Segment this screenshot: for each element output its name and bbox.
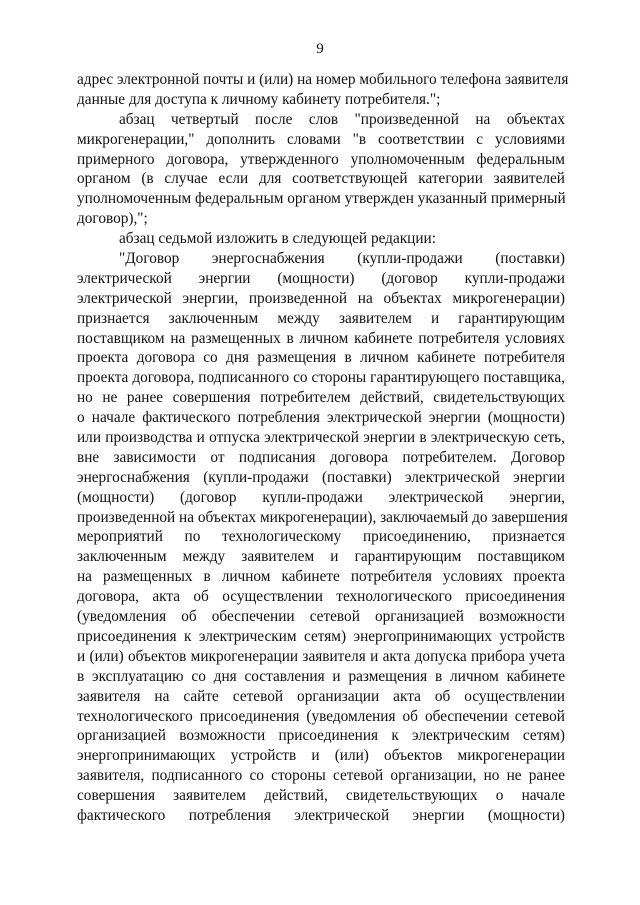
text-line: и (или) объектов микрогенерации заявителя и акта допуска прибора учета [77, 647, 565, 665]
text-line: органом (в случае если для соответствующей категории заявителей [77, 170, 565, 188]
text-line: вне зависимости от подписания договора потребителем. Договор [77, 448, 565, 466]
text-line: электрической энергии (мощности) (договор купли-продажи [77, 269, 565, 287]
text-line: заявителя, подписанного со стороны сетевой организации, но не ранее [77, 767, 565, 785]
text-line: на размещенных в личном кабинете потребителя условиях проекта [77, 568, 565, 586]
text-line: или производства и отпуска электрической энергии в электрическую сеть, [77, 429, 565, 447]
text-line: признается заключенным между заявителем и гарантирующим [77, 309, 565, 327]
text-line: проекта договора, подписанного со стороны гарантирующего поставщика, [77, 369, 565, 387]
text-line: абзац седьмой изложить в следующей редакции: [119, 230, 436, 248]
text-line: (мощности) (договор купли-продажи электрической энергии, [77, 488, 565, 506]
text-line: энергоснабжения (купли-продажи (поставки) электрической энергии [77, 468, 565, 486]
text-line: произведенной на объектах микрогенерации), заключаемый до завершения [77, 508, 568, 526]
text-line: фактического потребления электрической энергии (мощности) [77, 806, 565, 824]
text-line: в эксплуатацию со дня составления и размещения в личном кабинете [77, 667, 565, 685]
text-line: "Договор энергоснабжения (купли-продажи (поставки) [119, 250, 565, 268]
document-body [77, 70, 569, 826]
text-line: договора, акта об осуществлении технологического присоединения [77, 588, 565, 606]
text-line: (уведомления об обеспечении сетевой организацией возможности [77, 608, 565, 626]
text-line: электрической энергии, произведенной на объектах микрогенерации) [77, 289, 565, 307]
text-line: уполномоченным федеральным органом утвержден указанный примерный [77, 190, 566, 208]
text-line: данные для доступа к личному кабинету потребителя."; [77, 90, 441, 108]
text-line: но не ранее совершения потребителем действий, свидетельствующих [77, 389, 565, 407]
text-line: совершения заявителем действий, свидетельствующих о начале [77, 787, 565, 805]
text-line: заявителя на сайте сетевой организации акта об осуществлении [77, 687, 565, 705]
text-line: проекта договора со дня размещения в личном кабинете потребителя [77, 349, 565, 367]
text-line: примерного договора, утвержденного уполномоченным федеральным [77, 150, 565, 168]
text-line: о начале фактического потребления электрической энергии (мощности) [77, 409, 565, 427]
text-line: мероприятий по технологическому присоединению, признается [77, 528, 565, 546]
text-line: присоединения к электрическим сетям) энергопринимающих устройств [77, 627, 565, 645]
text-line: абзац четвертый после слов "произведенной на объектах [119, 110, 565, 128]
text-line: энергопринимающих устройств и (или) объектов микрогенерации [77, 747, 565, 765]
text-line: поставщиком на размещенных в личном кабинете потребителя условиях [77, 329, 565, 347]
text-line: заключенным между заявителем и гарантирующим поставщиком [77, 548, 565, 566]
text-line: организацией возможности присоединения к электрическим сетям) [77, 727, 565, 745]
text-line: адрес электронной почты и (или) на номер мобильного телефона заявителя [77, 71, 569, 88]
text-line: договор),"; [77, 210, 148, 228]
text-line: микрогенерации," дополнить словами "в соответствии с условиями [77, 130, 565, 148]
page-number: 9 [316, 41, 324, 57]
text-line: технологического присоединения (уведомления об обеспечении сетевой [77, 707, 565, 725]
